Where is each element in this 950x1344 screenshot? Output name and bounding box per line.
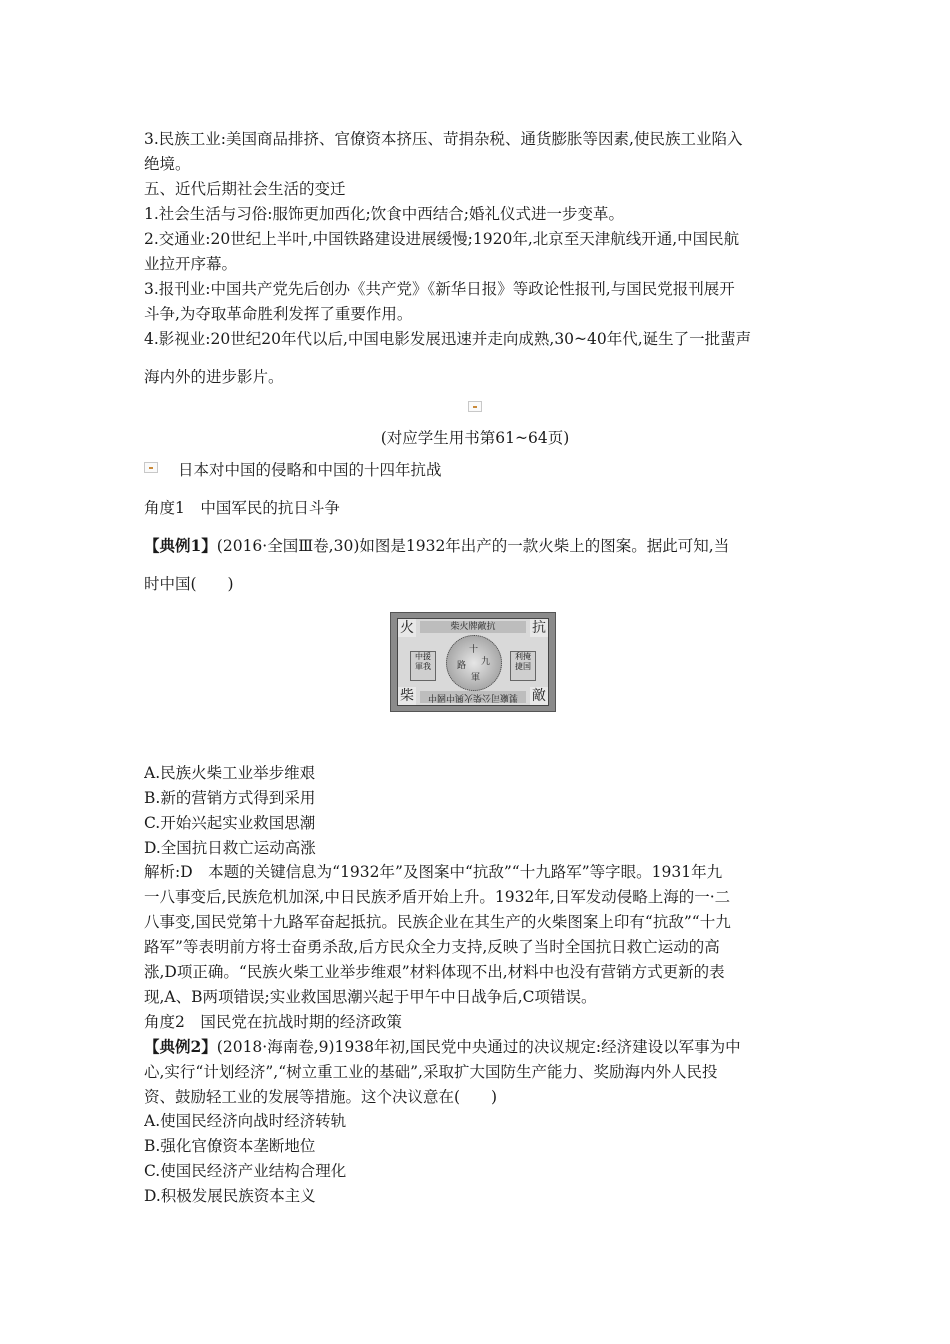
example-body: (2016·全国Ⅲ卷,30)如图是1932年出产的一款火柴上的图案。据此可知,当 [216,537,730,555]
analysis-line: 一八事变后,民族危机加深,中日民族矛盾开始上升。1932年,日军发动侵略上海的一·二 [144,888,731,906]
option-a: A.使国民经济向战时经济转轨 [144,1112,347,1130]
text-line: 1.社会生活与习俗:服饰更加西化;饮食中西结合;婚礼仪式进一步变革。 [144,205,624,223]
option-d: D.积极发展民族资本主义 [144,1187,316,1205]
emblem-char: 軍 [471,673,481,683]
matchbox-corner: 敵 [532,688,546,704]
page-reference: (对应学生用书第61~64页) [380,429,570,447]
analysis-line: 涨,D项正确。“民族火柴工业举步维艰”材料体现不出,材料中也没有营销方式更新的表 [144,963,725,981]
option-b: B.新的营销方式得到采用 [144,789,316,807]
angle-heading: 角度1 中国军民的抗日斗争 [144,499,340,517]
text-line: 3.报刊业:中国共产党先后创办《共产党》《新华日报》等政论性报刊,与国民党报刊展开 [144,280,735,298]
matchbox-center-emblem [446,635,502,691]
example-2-text [144,1036,814,1058]
matchbox-label-image [390,612,556,712]
option-d: D.全国抗日救亡运动高涨 [144,839,316,857]
section-heading: 五、近代后期社会生活的变迁 [144,180,346,198]
text-line: 时中国( ) [144,575,234,593]
matchbox-left-panel: 中援 軍我 [410,651,436,681]
analysis-line: 八事变,国民党第十九路军奋起抵抗。民族企业在其生产的火柴图案上印有“抗敌”“十九 [144,913,731,931]
topic-marker-icon [144,462,158,473]
matchbox-right-panel: 利掩 捷国 [510,651,536,681]
example-tag: 【典例1】 [144,536,217,555]
option-c: C.使国民经济产业结构合理化 [144,1162,347,1180]
text-line: 2.交通业:20世纪上半叶,中国铁路建设进展缓慢;1920年,北京至天津航线开通,中国民航 [144,230,740,248]
text-line: 心,实行“计划经济”,“树立重工业的基础”,采取扩大国防生产能力、奖励海内外人民投 [144,1063,718,1081]
topic-title: 日本对中国的侵略和中国的十四年抗战 [178,461,442,479]
option-c: C.开始兴起实业救国思潮 [144,814,316,832]
matchbox-bottom-text: 製廠司公柴火興中國中 [420,691,526,703]
matchbox-corner: 抗 [532,620,546,636]
text-line: 4.影视业:20世纪20年代以后,中国电影发展迅速并走向成熟,30~40年代,诞生了一批蜚声 [144,330,752,348]
example-tag: 【典例2】 [144,1037,217,1056]
text-line: 海内外的进步影片。 [144,368,284,386]
analysis-line: 现,A、B两项错误;实业救国思潮兴起于甲午中日战争后,C项错误。 [144,988,597,1006]
example-body: (2018·海南卷,9)1938年初,国民党中央通过的决议规定:经济建设以军事为中 [216,1038,741,1056]
example-1-text [144,535,814,557]
matchbox-inner [397,618,549,706]
analysis-line: 路军”等表明前方将士奋勇杀敌,后方民众全力支持,反映了当时全国抗日救亡运动的高 [144,938,720,956]
text-line: 业拉开序幕。 [144,255,238,273]
matchbox-corner: 火 [400,620,414,636]
option-b: B.强化官僚资本垄断地位 [144,1137,316,1155]
angle-heading: 角度2 国民党在抗战时期的经济政策 [144,1013,402,1031]
emblem-char: 九 [481,657,491,667]
matchbox-top-text: 柴火牌敵抗 [420,621,526,633]
emblem-char: 路 [457,661,467,671]
text-line: 资、鼓励轻工业的发展等措施。这个决议意在( ) [144,1088,498,1106]
emblem-char: 十 [469,645,479,655]
matchbox-corner: 柴 [400,688,414,704]
option-a: A.民族火柴工业举步维艰 [144,764,316,782]
text-line: 绝境。 [144,155,191,173]
image-placeholder-icon [468,401,482,412]
text-line: 斗争,为夺取革命胜利发挥了重要作用。 [144,305,413,323]
analysis-line: 解析:D 本题的关键信息为“1932年”及图案中“抗敌”“十九路军”等字眼。1931年九 [144,863,723,881]
text-line: 3.民族工业:美国商品排挤、官僚资本挤压、苛捐杂税、通货膨胀等因素,使民族工业陷入 [144,130,743,148]
